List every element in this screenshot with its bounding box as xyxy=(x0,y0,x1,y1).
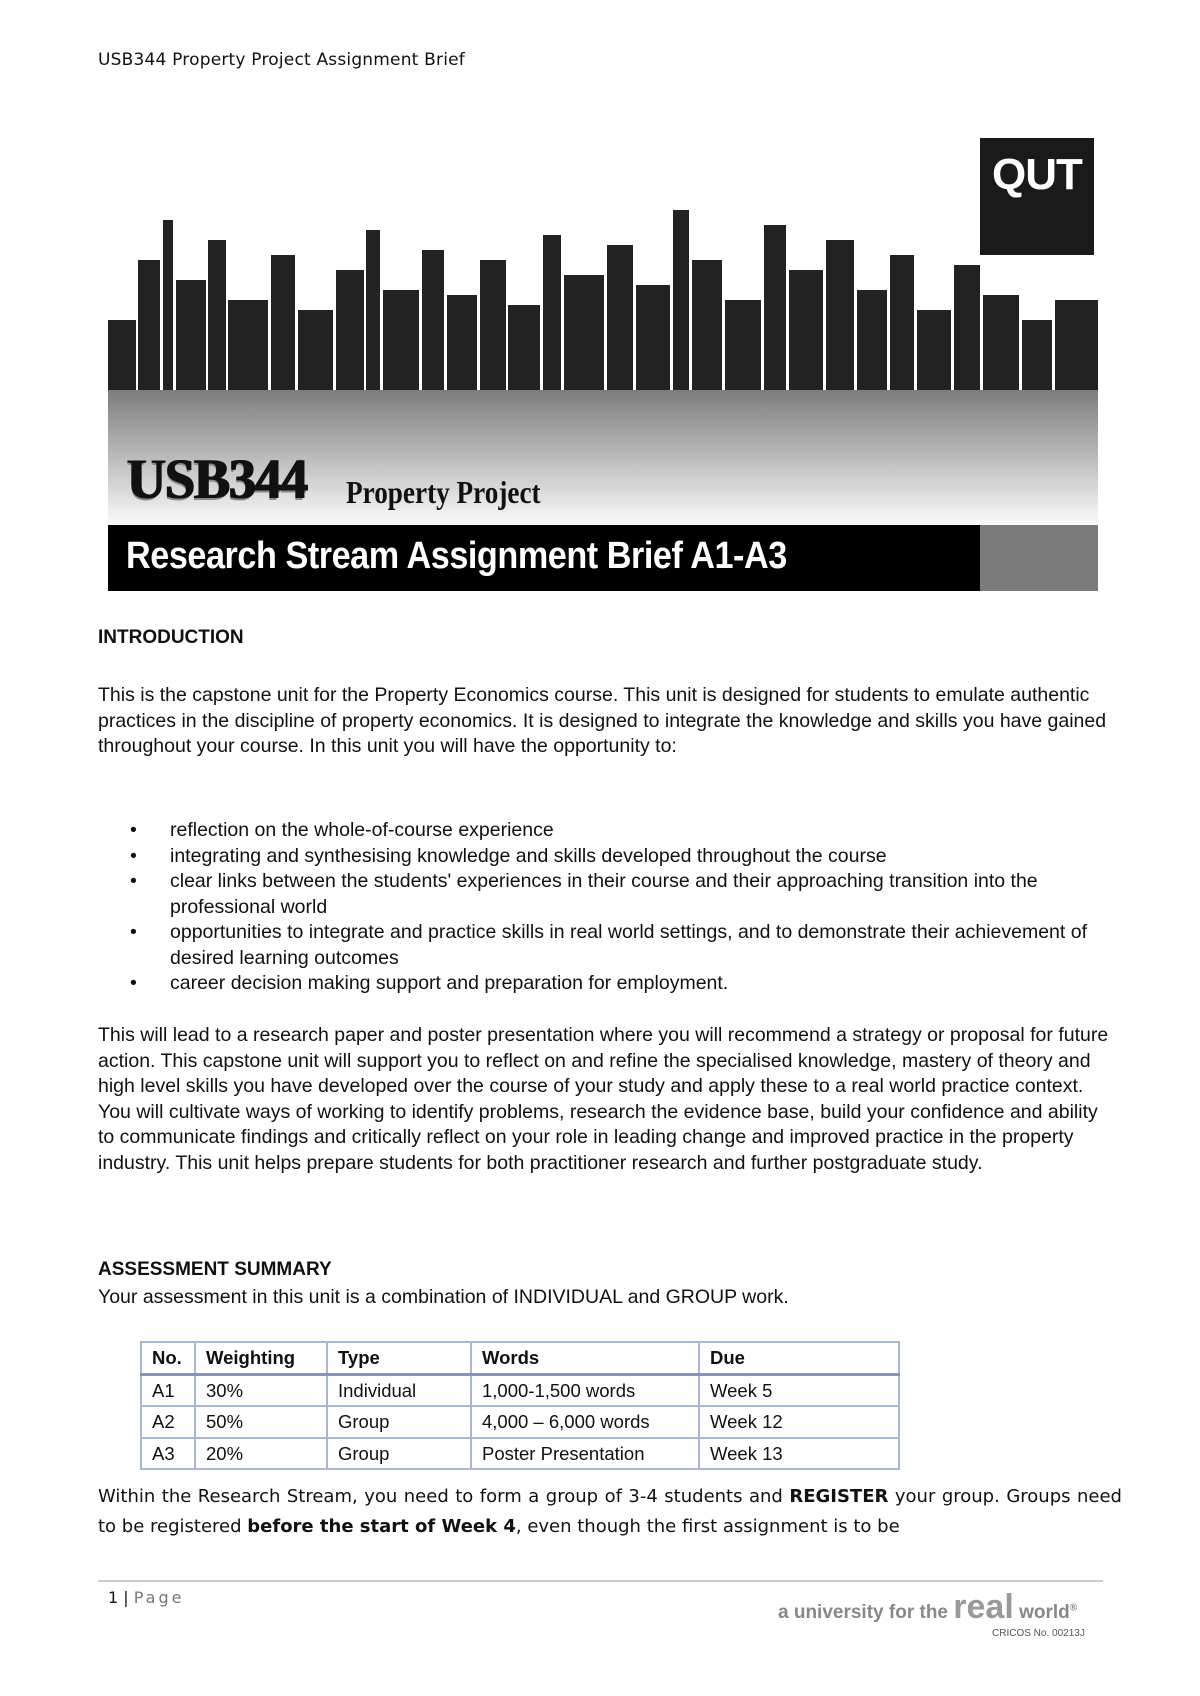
table-cell: 4,000 – 6,000 words xyxy=(471,1406,699,1438)
assessment-intro: Your assessment in this unit is a combination of INDIVIDUAL and GROUP work. xyxy=(98,1286,789,1308)
deadline-emphasis: before the start of Week 4 xyxy=(247,1516,516,1537)
column-header: Due xyxy=(699,1342,899,1374)
assessment-heading: ASSESSMENT SUMMARY xyxy=(98,1259,332,1280)
list-item: • opportunities to integrate and practice skills in real world settings, and to demonstrate their achievement of desired learning outcomes xyxy=(98,920,1118,971)
tagline-pre: a university for the xyxy=(778,1602,948,1623)
cricos-number: CRICOS No. 00213J xyxy=(992,1628,1085,1639)
table-row xyxy=(141,1438,899,1470)
research-paper-paragraph: This will lead to a research paper and poster presentation where you will recommend a strategy or proposal for future action. This capstone unit will support you to reflect on and refine the specialised knowledge, mastery of theory and high level skills you have developed over the course of your study and apply these to a real world practice context. You will cultivate ways of working to identify problems, research the evidence base, build your confidence and ability to communicate findings and critically reflect on your role in leading change and improved practice in the property industry. This unit helps prepare students for both practitioner research and further postgraduate study. xyxy=(98,1024,1109,1174)
opportunity-list xyxy=(98,818,1118,997)
introduction-paragraph: This is the capstone unit for the Property Economics course. This unit is designed for students to emulate authentic practices in the discipline of property economics. It is designed to integrate the knowledge and skills you have gained throughout your course. In this unit you will have the opportunity to: xyxy=(98,684,1107,757)
list-item: • integrating and synthesising knowledge and skills developed throughout the course xyxy=(98,844,1118,870)
course-code: USB344 xyxy=(126,447,307,511)
page-number: 1 | Page xyxy=(108,1588,185,1607)
table-cell: 30% xyxy=(195,1374,327,1406)
table-row xyxy=(141,1374,899,1406)
table-cell: Individual xyxy=(327,1374,471,1406)
registered-mark: ® xyxy=(1069,1602,1078,1614)
table-cell: 20% xyxy=(195,1438,327,1470)
column-header: Words xyxy=(471,1342,699,1374)
column-header: Weighting xyxy=(195,1342,327,1374)
list-item: • reflection on the whole-of-course experience xyxy=(98,818,1118,844)
tagline-real: real xyxy=(953,1588,1014,1626)
qut-logo-text: QUT xyxy=(992,150,1082,199)
table-cell: Group xyxy=(327,1406,471,1438)
column-header: No. xyxy=(141,1342,195,1374)
title-bar xyxy=(108,525,1098,591)
document-title: Research Stream Assignment Brief A1-A3 xyxy=(126,535,787,577)
table-cell: 50% xyxy=(195,1406,327,1438)
qut-tagline xyxy=(778,1588,1077,1627)
group-registration-paragraph xyxy=(98,1482,1122,1542)
register-emphasis: REGISTER xyxy=(789,1486,889,1507)
introduction-heading: INTRODUCTION xyxy=(98,627,244,648)
table-cell: Group xyxy=(327,1438,471,1470)
table-cell: 1,000-1,500 words xyxy=(471,1374,699,1406)
table-header-row xyxy=(141,1342,899,1374)
table-cell: Week 13 xyxy=(699,1438,899,1470)
table-cell: Poster Presentation xyxy=(471,1438,699,1470)
qut-logo xyxy=(980,138,1094,255)
list-item: • career decision making support and preparation for employment. xyxy=(98,971,1118,997)
table-cell: Week 12 xyxy=(699,1406,899,1438)
assessment-table xyxy=(140,1341,900,1470)
page-label: Page xyxy=(133,1588,185,1607)
table-row xyxy=(141,1406,899,1438)
table-cell: A1 xyxy=(141,1374,195,1406)
course-name: Property Project xyxy=(346,474,541,510)
paragraph-text: Within the Research Stream, you need to form a group of 3-4 students and xyxy=(98,1486,790,1507)
table-cell: Week 5 xyxy=(699,1374,899,1406)
paragraph-text: , even though the first assignment is to be xyxy=(515,1516,900,1537)
tagline-post: world xyxy=(1019,1602,1070,1623)
list-item: • clear links between the students' experiences in their course and their approaching transition into the professional world xyxy=(98,869,1118,920)
page-number-value: 1 xyxy=(108,1588,119,1607)
paragraph-text: your group. Groups need to be registered xyxy=(98,1486,1122,1537)
title-bar-accent xyxy=(980,525,1098,591)
column-header: Type xyxy=(327,1342,471,1374)
footer-divider xyxy=(98,1580,1103,1582)
table-cell: A3 xyxy=(141,1438,195,1470)
page-header: USB344 Property Project Assignment Brief xyxy=(98,50,465,70)
table-cell: A2 xyxy=(141,1406,195,1438)
